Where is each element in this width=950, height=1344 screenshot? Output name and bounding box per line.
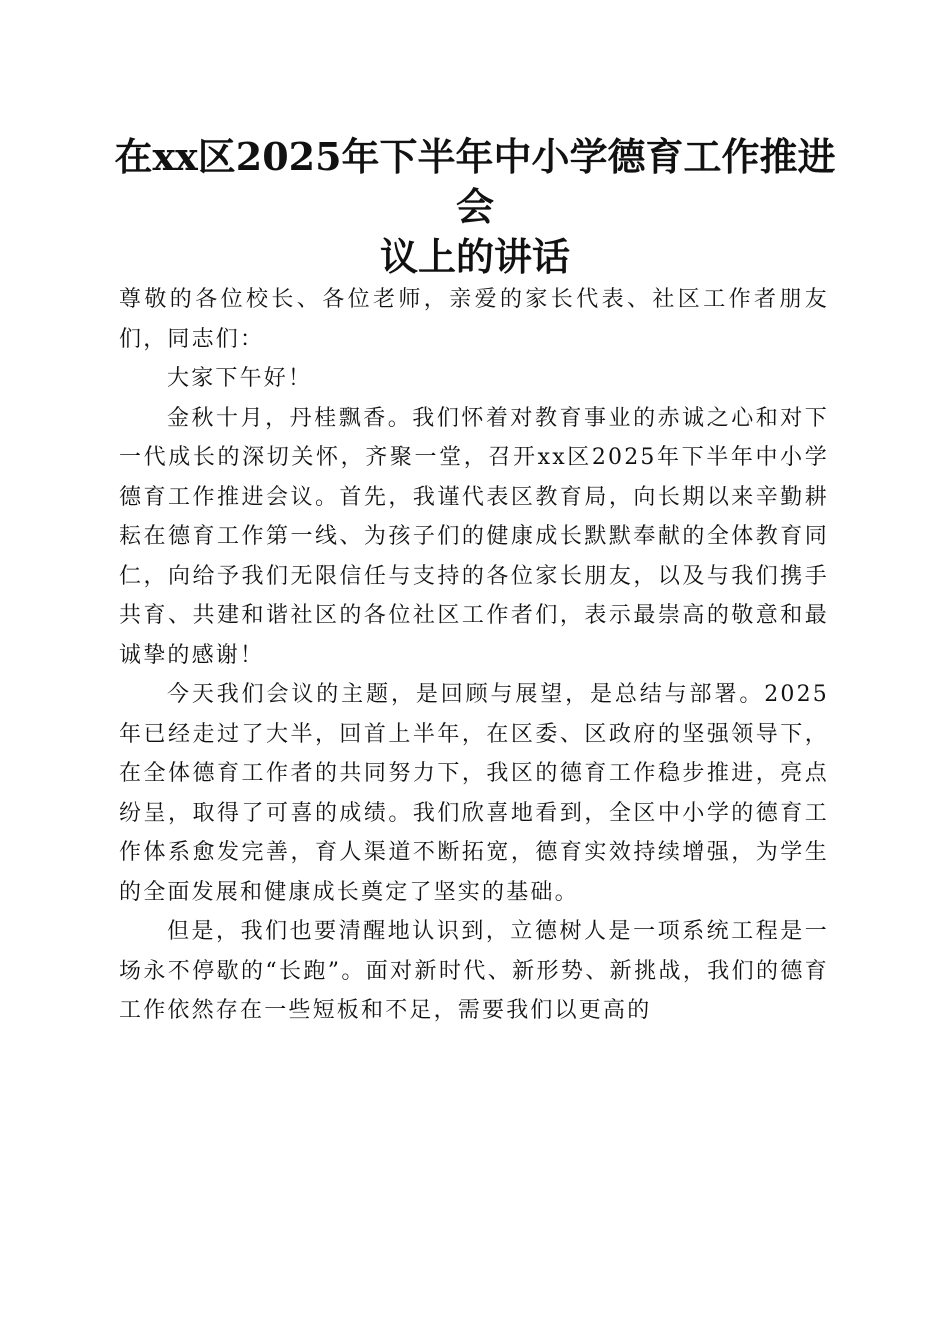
document-title — [100, 132, 850, 282]
salutation: 尊敬的各位校长、各位老师，亲爱的家长代表、社区工作者朋友们，同志们： — [119, 287, 829, 352]
paragraph: 但是，我们也要清醒地认识到，立德树人是一项系统工程是一场永不停歇的“长跑”。面对新时代、新形势、新挑战，我们的德育工作依然存在一些短板和不足，需要我们以更高的 — [119, 919, 829, 1023]
greeting: 大家下午好！ — [167, 366, 313, 391]
paragraph: 金秋十月，丹桂飘香。我们怀着对教育事业的赤诚之心和对下一代成长的深切关怀，齐聚一堂，召开xx区2025年下半年中小学德育工作推进会议。首先，我谨代表区教育局，向长期以来辛勤耕耘在德育工作第一线、为孩子们的健康成长默默奉献的全体教育同仁，向给予我们无限信任与支持的各位家长朋友，以及与我们携手共育、共建和谐社区的各位社区工作者们，表示最崇高的敬意和最诚挚的感谢！ — [119, 405, 829, 668]
document-body — [119, 280, 829, 1031]
title-line-2: 议上的讲话 — [379, 234, 570, 279]
title-line-1: 在xx区2025年下半年中小学德育工作推进会 — [114, 134, 836, 229]
paragraph: 今天我们会议的主题，是回顾与展望，是总结与部署。2025年已经走过了大半，回首上半年，在区委、区政府的坚强领导下，在全体德育工作者的共同努力下，我区的德育工作稳步推进，亮点纷呈，取得了可喜的成绩。我们欣喜地看到，全区中小学的德育工作体系愈发完善，育人渠道不断拓宽，德育实效持续增强，为学生的全面发展和健康成长奠定了坚实的基础。 — [119, 682, 829, 905]
